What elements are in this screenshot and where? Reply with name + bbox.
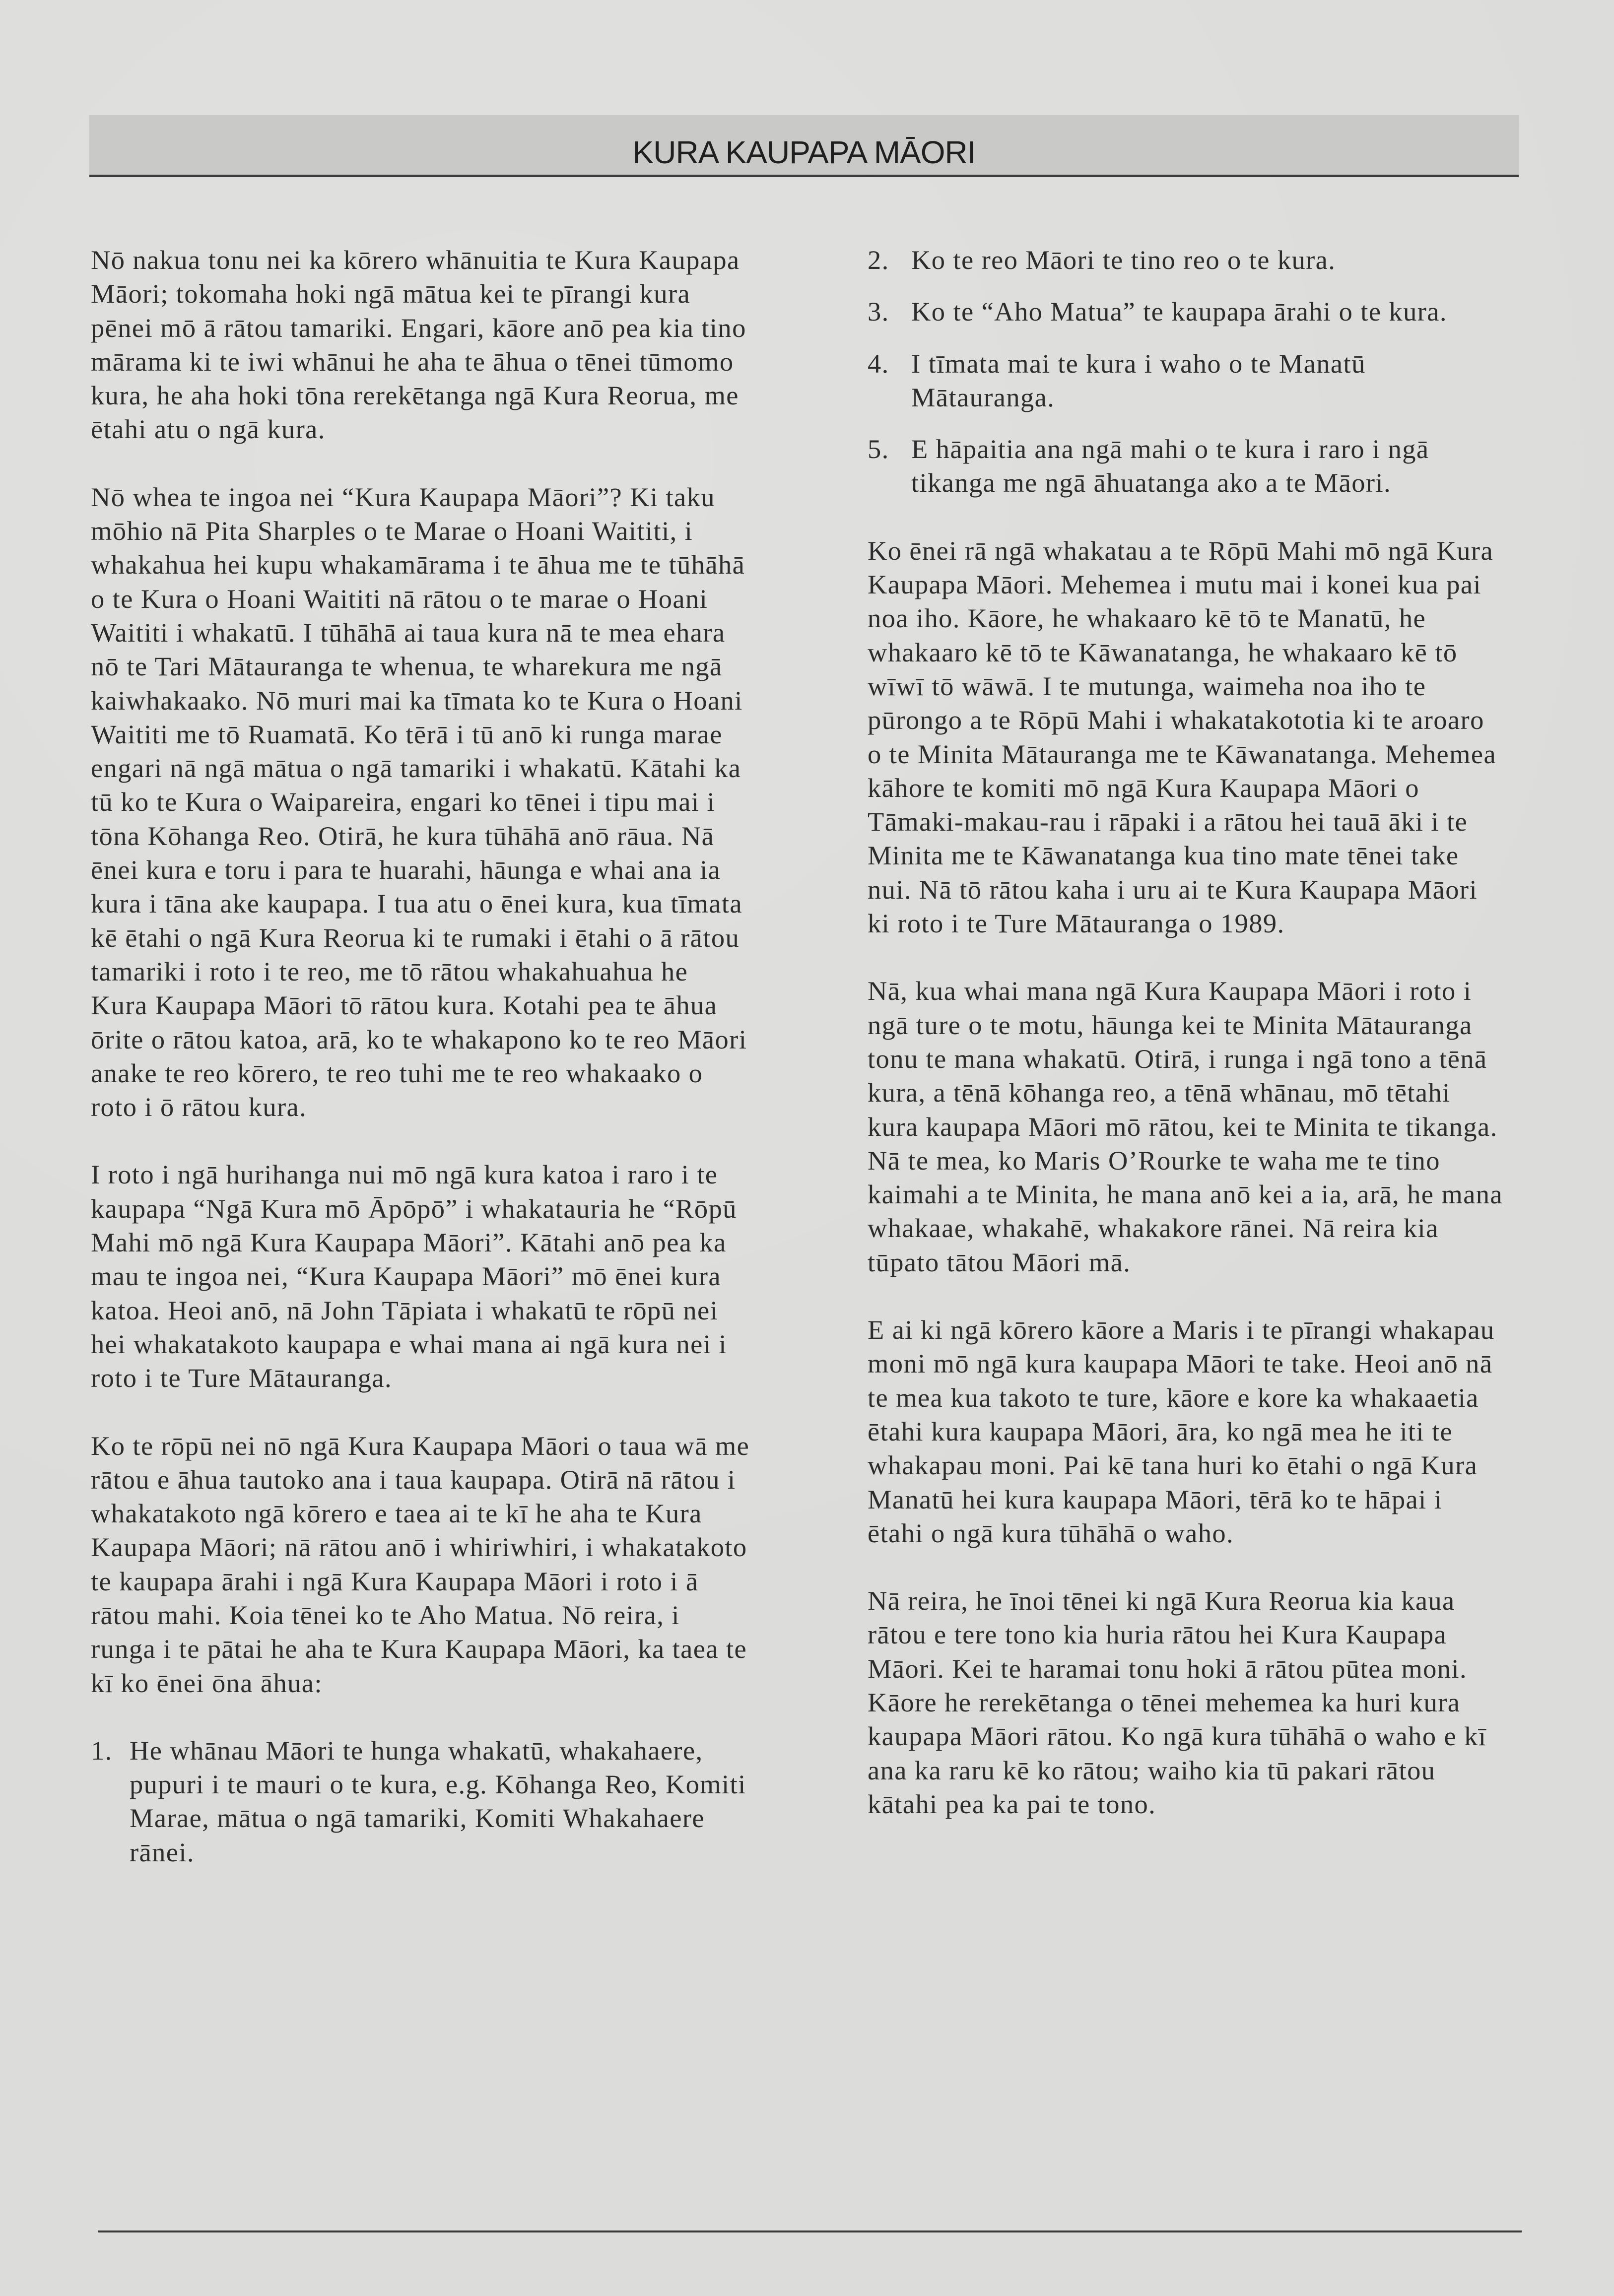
paragraph: E ai ki ngā kōrero kāore a Maris i te pīrangi whakapau moni mō ngā kura kaupapa Māori te take. Heoi anō nā te mea kua takoto te ture, kāore e kore ka whakaaetia ētahi kura kaupapa Māori, āra, ko ngā mea he iti te whakapau moni. Pai kē tana huri ko ētahi o ngā Kura Manatū hei kura kaupapa Māori, tērā ko te hāpai i ētahi o ngā kura tūhāhā o waho. (868, 1314, 1495, 1548)
list-item (868, 295, 1505, 328)
paragraph: Ko te rōpū nei nō ngā Kura Kaupapa Māori o taua wā me rātou e āhua tautoko ana i taua kaupapa. Otirā nā rātou i whakatakoto ngā kōrero e taea ai te kī he aha te Kura Kaupapa Māori; nā rātou anō i whiriwhiri, i whakatakoto te kaupapa ārahi i ngā Kura Kaupapa Māori i roto i ā rātou mahi. Koia tēnei ko te Aho Matua. Nō reira, i runga i te pātai he aha te Kura Kaupapa Māori, ka taea te kī ko ēnei ōna āhua: (91, 1430, 750, 1698)
list-text: E hāpaitia ana ngā mahi o te kura i raro i ngā tikanga me ngā āhuatanga ako a te Māori. (911, 434, 1429, 498)
list-number: 3. (868, 296, 889, 327)
page-title: KURA KAUPAPA MĀORI (632, 134, 976, 170)
list-text: Ko te “Aho Matua” te kaupapa ārahi o te kura. (911, 296, 1447, 327)
list-number: 2. (868, 245, 889, 275)
numbered-list (91, 1734, 751, 1869)
left-column (91, 243, 751, 1903)
list-text: I tīmata mai te kura i waho o te Manatū Mātauranga. (911, 348, 1366, 412)
paragraph: Nā, kua whai mana ngā Kura Kaupapa Māori i roto i ngā ture o te motu, hāunga kei te Minita Mātauranga tonu te mana whakatū. Otirā, i runga i ngā tono a tēnā kura, a tēnā kōhanga reo, a tēnā whānau, mō tētahi kura kaupapa Māori mō rātou, kei te Minita te tikanga. Nā te mea, ko Maris O’Rourke te waha me te tino kaimahi a te Minita, he mana anō kei a ia, arā, he mana whakaae, whakahē, whakakore rānei. Nā reira kia tūpato tātou Māori mā. (868, 976, 1503, 1277)
list-item (868, 243, 1505, 277)
list-number: 5. (868, 434, 889, 464)
right-column (868, 243, 1505, 1855)
header-rule (89, 175, 1519, 177)
list-number: 4. (868, 348, 889, 379)
paragraph: I roto i ngā hurihanga nui mō ngā kura katoa i raro i te kaupapa “Ngā Kura mō Āpōpō” i whakatauria he “Rōpū Mahi mō ngā Kura Kaupapa Māori”. Kātahi anō pea ka mau te ingoa nei, “Kura Kaupapa Māori” mō ēnei kura katoa. Heoi anō, nā John Tāpiata i whakatū te rōpū nei hei whakatakoto kaupapa e whai mana ai ngā kura nei i roto i te Ture Mātauranga. (91, 1159, 737, 1393)
paragraph: Nō nakua tonu nei ka kōrero whānuitia te Kura Kaupapa Māori; tokomaha hoki ngā mātua kei te pīrangi kura pēnei mō ā rātou tamariki. Engari, kāore anō pea kia tino mārama ki te iwi whānui he aha te āhua o tēnei tūmomo kura, he aha hoki tōna rerekētanga ngā Kura Reorua, me ētahi atu o ngā kura. (91, 245, 746, 445)
paragraph: Ko ēnei rā ngā whakatau a te Rōpū Mahi mō ngā Kura Kaupapa Māori. Mehemea i mutu mai i konei kua pai noa iho. Kāore, he whakaaro kē tō te Manatū, he whakaaro kē tō te Kāwanatanga, he whakaaro kē tō wīwī tō wāwā. I te mutunga, waimeha noa iho te pūrongo a te Rōpū Mahi i whakatakototia ki te aroaro o te Minita Mātauranga me te Kāwanatanga. Mehemea kāhore te komiti mō ngā Kura Kaupapa Māori o Tāmaki-makau-rau i rāpaki i a rātou hei tauā āki i te Minita me te Kāwanatanga kua tino mate tēnei take nui. Nā tō rātou kaha i uru ai te Kura Kaupapa Māori ki roto i te Ture Mātauranga o 1989. (868, 535, 1497, 939)
paragraph: Nā reira, he īnoi tēnei ki ngā Kura Reorua kia kaua rātou e tere tono kia huria rātou hei Kura Kaupapa Māori. Kei te haramai tonu hoki ā rātou pūtea moni. Kāore he rerekētanga o tēnei mehemea ka huri kura kaupapa Māori rātou. Ko ngā kura tūhāhā o waho e kī ana ka raru kē ko rātou; waiho kia tū pakari rātou kātahi pea ka pai te tono. (868, 1585, 1487, 1819)
paragraph: Nō whea te ingoa nei “Kura Kaupapa Māori”? Ki taku mōhio nā Pita Sharples o te Marae o Hoani Waititi, i whakahua hei kupu whakamārama i te āhua me te tūhāhā o te Kura o Hoani Waititi nā rātou o te marae o Hoani Waititi i whakatū. I tūhāhā ai taua kura nā te mea ehara nō te Tari Mātauranga te whenua, te wharekura me ngā kaiwhakaako. Nō muri mai ka tīmata ko te Kura o Hoani Waititi me tō Ruamatā. Ko tērā i tū anō ki runga marae engari nā ngā mātua o ngā tamariki i whakatū. Kātahi ka tū ko te Kura o Waipareira, engari ko tēnei i tipu mai i tōna Kōhanga Reo. Otirā, he kura tūhāhā anō rāua. Nā ēnei kura e toru i para te huarahi, hāunga e whai ana ia kura i tāna ake kaupapa. I tua atu o ēnei kura, kua tīmata kē ētahi o ngā Kura Reorua ki te rumaki i ētahi o ā rātou tamariki i roto i te reo, me tō rātou whakahuahua he Kura Kaupapa Māori tō rātou kura. Kotahi pea te āhua ōrite o rātou katoa, arā, ko te whakapono ko te reo Māori anake te reo kōrero, te reo tuhi me te reo whakaako o roto i ō rātou kura. (91, 481, 747, 1122)
footer-rule (98, 2230, 1522, 2232)
list-item (91, 1734, 751, 1869)
list-text: Ko te reo Māori te tino reo o te kura. (911, 245, 1336, 275)
numbered-list (868, 243, 1505, 500)
list-number: 1. (91, 1735, 113, 1766)
list-item (868, 347, 1505, 415)
header-band (89, 115, 1519, 175)
list-item (868, 432, 1505, 500)
list-text: He whānau Māori te hunga whakatū, whakahaere, pupuri i te mauri o te kura, e.g. Kōhanga Reo, Komiti Marae, mātua o ngā tamariki, Komiti Whakahaere rānei. (130, 1735, 746, 1867)
